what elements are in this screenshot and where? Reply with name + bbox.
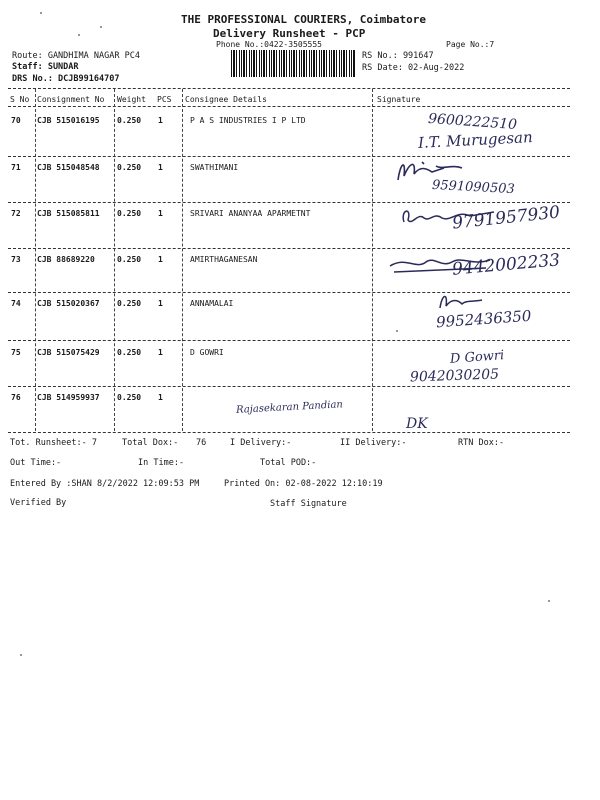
route-label: Route: GANDHIMA NAGAR PC4 — [12, 51, 140, 61]
row-weight: 0.250 — [117, 209, 142, 218]
row-weight: 0.250 — [117, 255, 142, 264]
row-consignee: ANNAMALAI — [190, 299, 234, 308]
signature-phone: 9791957930 — [451, 202, 561, 234]
col-consignee: Consignee Details — [185, 95, 267, 104]
table-header-border — [8, 106, 570, 107]
row-consignment: CJB 515016195 — [37, 116, 100, 125]
col-divider — [182, 89, 183, 431]
in-time-label: In Time:- — [138, 458, 185, 468]
row-pcs: 1 — [158, 255, 163, 264]
rtn-dox-label: RTN Dox:- — [458, 438, 505, 448]
row-consignment: CJB 515075429 — [37, 348, 100, 357]
row-consignee: AMIRTHAGANESAN — [190, 255, 258, 264]
verified-by: Verified By — [10, 498, 67, 508]
row-consignment: CJB 514959937 — [37, 393, 100, 402]
col-divider — [35, 89, 36, 431]
printed-on: Printed On: 02-08-2022 12:10:19 — [224, 479, 383, 489]
row-divider — [8, 340, 570, 341]
scan-speck — [40, 12, 42, 14]
row-consignee: SRIVARI ANANYAA APARMETNT — [190, 209, 311, 218]
out-time-label: Out Time:- — [10, 458, 62, 468]
total-dox-label: Total Dox:- — [122, 438, 179, 448]
signature-name: I.T. Murugesan — [417, 128, 534, 152]
row-weight: 0.250 — [117, 299, 142, 308]
row-consignee: P A S INDUSTRIES I P LTD — [190, 116, 306, 125]
row-consignment: CJB 515048548 — [37, 163, 100, 172]
scan-speck — [20, 654, 22, 656]
row-weight: 0.250 — [117, 163, 142, 172]
ii-delivery-label: II Delivery:- — [340, 438, 407, 448]
scan-speck — [396, 330, 398, 332]
i-delivery-label: I Delivery:- — [230, 438, 292, 448]
drs-number: DRS No.: DCJB99164707 — [12, 74, 120, 84]
row-sno: 72 — [11, 209, 21, 218]
col-sno: S No — [10, 95, 30, 104]
signature-phone: 9600222510 — [427, 110, 518, 134]
staff-label: Staff: SUNDAR — [12, 62, 79, 72]
signature-scribble — [436, 290, 486, 312]
signature-phone: 9042030205 — [409, 366, 500, 386]
row-pcs: 1 — [158, 209, 163, 218]
col-consignment: Consignment No — [37, 95, 105, 104]
scan-speck — [100, 26, 102, 28]
row-divider — [8, 202, 570, 203]
row-pcs: 1 — [158, 348, 163, 357]
row-consignment: CJB 515085811 — [37, 209, 100, 218]
row-consignee: SWATHIMANI — [190, 163, 239, 172]
staff-signature: Staff Signature — [270, 499, 347, 509]
col-divider — [114, 89, 115, 431]
row-sno: 75 — [11, 348, 21, 357]
total-pod-label: Total POD:- — [260, 458, 317, 468]
row-consignment: CJB 515020367 — [37, 299, 100, 308]
row-divider — [8, 156, 570, 157]
row-sno: 70 — [11, 116, 21, 125]
row-weight: 0.250 — [117, 348, 142, 357]
row-divider — [8, 248, 570, 249]
barcode — [231, 50, 356, 77]
scan-speck — [548, 600, 550, 602]
row-pcs: 1 — [158, 116, 163, 125]
row-weight: 0.250 — [117, 116, 142, 125]
row-sno: 71 — [11, 163, 21, 172]
runsheet-subtitle: Delivery Runsheet - PCP — [213, 27, 366, 40]
row-sno: 76 — [11, 393, 21, 402]
col-signature: Signature — [377, 95, 421, 104]
table-top-border — [8, 88, 570, 89]
row-pcs: 1 — [158, 299, 163, 308]
signature-phone: 9952436350 — [435, 306, 532, 332]
rs-number: RS No.: 991647 — [362, 51, 434, 61]
col-pcs: PCS — [157, 95, 172, 104]
col-weight: Weight — [117, 95, 146, 104]
col-divider — [372, 89, 373, 431]
phone-number: Phone No.:0422-3505555 — [216, 40, 322, 49]
row-sno: 73 — [11, 255, 21, 264]
signature-initials: DK — [406, 416, 428, 432]
scan-speck — [78, 34, 80, 36]
entered-by: Entered By :SHAN 8/2/2022 12:09:53 PM — [10, 479, 200, 489]
company-title: THE PROFESSIONAL COURIERS, Coimbatore — [181, 13, 427, 26]
row-weight: 0.250 — [117, 393, 142, 402]
row-sno: 74 — [11, 299, 21, 308]
row-consignee: D GOWRI — [190, 348, 224, 357]
table-bottom-border — [8, 432, 570, 433]
signature-phone: 9442002233 — [451, 250, 561, 280]
row-pcs: 1 — [158, 393, 163, 402]
row-consignment: CJB 88689220 — [37, 255, 95, 264]
total-dox-value: 76 — [196, 438, 207, 448]
signature-name: Rajasekaran Pandian — [235, 399, 344, 416]
rs-date: RS Date: 02-Aug-2022 — [362, 63, 465, 73]
page-number: Page No.:7 — [446, 40, 495, 49]
signature-name: D Gowri — [449, 348, 505, 367]
row-divider — [8, 386, 570, 387]
signature-phone: 9591090503 — [431, 177, 516, 198]
tot-runsheet: Tot. Runsheet:- 7 — [10, 438, 97, 448]
row-pcs: 1 — [158, 163, 163, 172]
